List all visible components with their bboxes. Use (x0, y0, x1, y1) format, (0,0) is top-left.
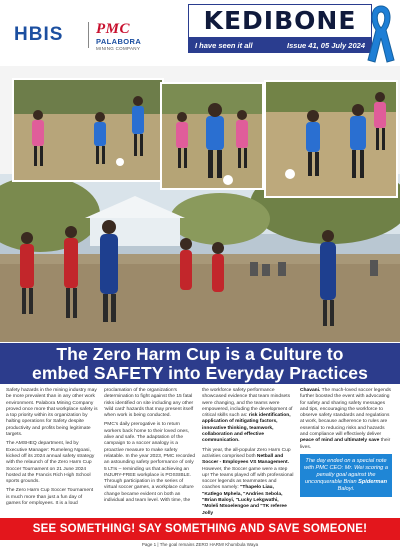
paragraph (300, 388, 392, 451)
text-run: This year, the all-popular Zero Harm Cup activities comprised both (202, 447, 291, 459)
text-run-bold: risk identification, application of mitigating factors, innovative thinking, teamwork, collaboration and effective communication. (202, 413, 291, 444)
article-column-3 (202, 388, 294, 520)
article-column-1 (6, 388, 98, 510)
paragraph: The Zero Harm Cup Soccer Tournament is much more than just a fun day of games for employees. It is a loud (6, 488, 94, 507)
headline-line-2: embed SAFETY into Everyday Practices (32, 363, 368, 383)
paragraph (202, 388, 294, 445)
paragraph (202, 448, 294, 517)
netball-photo (0, 174, 400, 342)
photo-collage (0, 66, 400, 342)
issue-info: Issue 41, 05 July 2024 (287, 41, 365, 50)
pmc-logo-subtitle: MINING COMPANY (96, 46, 141, 51)
safety-slogan-banner (0, 518, 400, 540)
soccer-photo-middle (160, 82, 264, 190)
paragraph: proclamation of the organization's determination to fight against the 15 fatal risks identified on site including any other 'wild card' hazards that may present itself when work is being conducted. (104, 388, 194, 419)
caption-text: The day ended on a special note with PMC CEO: Mr. Wei scoring a penalty goal against the unconquerable Brian (304, 457, 388, 485)
pmc-logo-name: PALABORA (96, 37, 142, 46)
text-run: However, the Soccer game were a step up! The teams played off with professional soccer legends as teammates and coaches namely: (202, 466, 294, 491)
text-run: the workforce safety performance showcased evidence that team mindsets were changing, and the teams were empowered, including the development of critical skills such as: (202, 388, 293, 419)
tagline: I have seen it all (195, 41, 253, 50)
page-footer: Page 1 | The goal remains ZERO HARM! Khumbula Waya (0, 540, 400, 549)
soccer-photo-right (264, 80, 398, 198)
paragraph: PMC's daily prerogative is to return workers back home to their loved ones, alive and safe. The adaptation of the campaign to a soccer analogy is a proactive measure to make safety relatable. In the year 2023, PMC recorded an astounding safety performance of only 5 LTIs – reminding us that achieving an INJURY-FREE workplace is POSSIBLE. Through participation in the series of virtual soccer games, a workplace culture change became evident on both an individual and team level. With time, the (104, 422, 196, 504)
text-run-bold: "Thapelo Liau, "Katlego Mphela, "Andries Sebola, "Brian Baloyi, "Lucky Lekgwathi, "Moleli Ntsoelengoe and "TK referee Jolly (202, 485, 287, 516)
photo-caption (300, 454, 392, 497)
text-run-bold: Chavani. (300, 388, 321, 393)
hbis-logo: HBIS (14, 24, 64, 45)
awareness-ribbon-icon (364, 2, 398, 64)
article-column-4 (300, 388, 392, 497)
article-column-2 (104, 388, 196, 507)
paragraph: The AMSHEQ department, led by Executive Manager: Rumeleng Ngoasi, kicked off its 2024 annual safety strategy with the relaunch of the Zero Harm Cup Soccer Tournament on 21 June 2024 hosted at the Francis Rich High School sports grounds. (6, 441, 95, 485)
logo-divider (88, 22, 89, 48)
paragraph: Safety hazards in the mining industry may be more prevalent than in any other work environment. Palabora Mining Company proved once more that workplace safety is a top priority within its organization by halting operations for Safety despite productivity and profits being legitimate targets. (6, 388, 98, 438)
caption-emphasis: Spiderman (358, 478, 388, 485)
pmc-logo-mark: PMC (96, 21, 131, 37)
slogan-text: SEE SOMETHING! SAY SOMETHING AND SAVE SOMEONE! (32, 523, 368, 535)
issue-bar (188, 38, 372, 53)
text-run-bold: Netball and Soccer - Employees VS Management. (202, 453, 289, 466)
article-body (0, 386, 400, 532)
text-run: their lives. (300, 438, 391, 450)
newsletter-title: KEDIBONE (188, 4, 372, 38)
text-run-bold: peace of mind and ultimately save (300, 438, 380, 444)
text-run: The much-loved soccer legends further boosted the event with advocating for safety and sharing safety messages and tips, encouraging the workforce to observe safety standards and regulations at work, because adherence to rules are essential to reducing risks and hazards and compliance will effectively deliver (300, 388, 391, 438)
masthead (0, 0, 400, 66)
caption-text: Baloyi. (337, 485, 355, 492)
soccer-photo-left (12, 78, 164, 182)
article-headline (0, 343, 400, 384)
pmc-logo (96, 22, 141, 52)
newsletter-brand (188, 4, 372, 58)
headline-line-1: The Zero Harm Cup is a Culture to (56, 344, 344, 364)
